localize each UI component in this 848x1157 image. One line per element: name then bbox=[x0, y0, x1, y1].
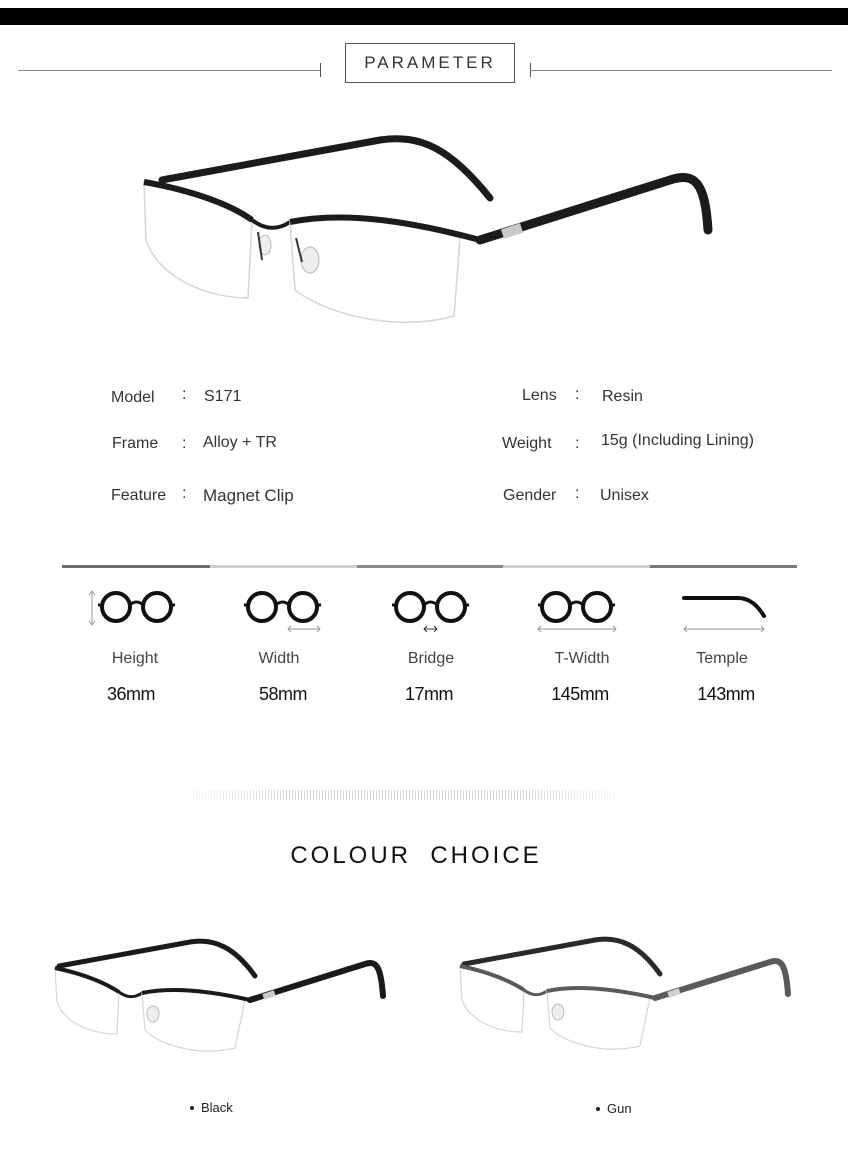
glasses-gun-image[interactable] bbox=[450, 928, 800, 1058]
spec-label-gender: Gender bbox=[503, 487, 557, 504]
spec-value-model: S171 bbox=[204, 388, 242, 405]
header-rule-left bbox=[18, 70, 320, 71]
spec-label-weight: Weight bbox=[502, 435, 552, 452]
dimension-label-height: Height bbox=[111, 650, 159, 667]
dimension-value-height: 36mm bbox=[106, 684, 155, 704]
colour-option-black-label: Black bbox=[201, 1100, 233, 1115]
dimension-divider bbox=[650, 565, 797, 568]
width-icon bbox=[240, 588, 332, 634]
header-rule-right bbox=[530, 70, 832, 71]
bridge-icon bbox=[386, 588, 478, 634]
spec-label-frame: Frame bbox=[112, 435, 159, 452]
dimension-label-t-width: T-Width bbox=[554, 650, 610, 667]
dimension-value-bridge: 17mm bbox=[404, 684, 453, 704]
spec-colon: : bbox=[575, 435, 580, 452]
spec-value-feature: Magnet Clip bbox=[203, 486, 294, 505]
header-tick-left bbox=[320, 63, 321, 77]
bullet-icon bbox=[190, 1106, 194, 1110]
decorative-divider bbox=[175, 790, 635, 800]
spec-colon: : bbox=[182, 435, 187, 452]
colour-option-black[interactable] bbox=[190, 1100, 233, 1115]
parameter-title: PARAMETER bbox=[345, 43, 515, 83]
top-bar bbox=[0, 8, 848, 25]
spec-value-gender: Unisex bbox=[600, 487, 649, 504]
height-icon bbox=[86, 588, 178, 628]
dimension-divider bbox=[210, 565, 357, 568]
colour-option-gun-label: Gun bbox=[607, 1101, 632, 1116]
dimension-label-width: Width bbox=[258, 650, 300, 667]
colour-option-gun[interactable] bbox=[596, 1101, 632, 1116]
dimension-value-t-width: 145mm bbox=[551, 684, 609, 704]
dimension-label-temple: Temple bbox=[696, 650, 748, 667]
total-width-icon bbox=[534, 588, 626, 634]
colour-choice-title: COLOUR CHOICE bbox=[290, 842, 542, 869]
spec-colon: : bbox=[575, 485, 580, 502]
dimension-value-temple: 143mm bbox=[697, 684, 755, 704]
spec-label-lens: Lens bbox=[522, 387, 557, 404]
spec-label-feature: Feature bbox=[111, 487, 167, 504]
spec-colon: : bbox=[182, 386, 187, 403]
spec-value-lens: Resin bbox=[602, 388, 643, 405]
temple-icon bbox=[680, 588, 770, 634]
spec-label-model: Model bbox=[111, 389, 155, 406]
spec-value-frame: Alloy + TR bbox=[203, 434, 277, 451]
dimension-divider bbox=[62, 565, 210, 568]
spec-colon: : bbox=[575, 386, 580, 403]
bullet-icon bbox=[596, 1107, 600, 1111]
spec-value-weight: 15g (Including Lining) bbox=[601, 432, 754, 449]
dimension-label-bridge: Bridge bbox=[407, 650, 455, 667]
dimension-divider bbox=[357, 565, 503, 568]
spec-colon: : bbox=[182, 485, 187, 502]
dimension-divider bbox=[503, 565, 650, 568]
dimension-value-width: 58mm bbox=[258, 684, 307, 704]
glasses-black-image[interactable] bbox=[45, 930, 395, 1060]
glasses-main-image bbox=[130, 120, 730, 350]
